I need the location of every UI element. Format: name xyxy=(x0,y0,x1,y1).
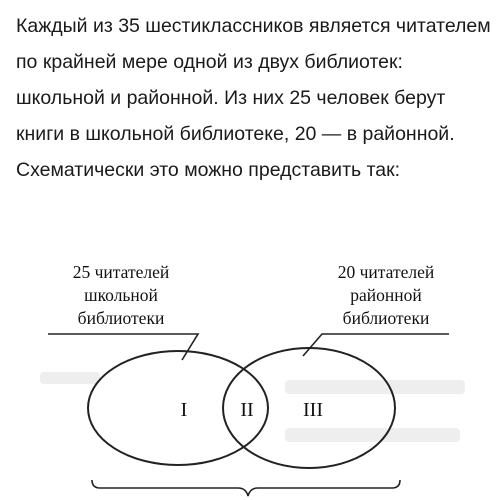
right-label-line-1: 20 читателей xyxy=(337,262,435,282)
right-label-line-2: районной xyxy=(350,285,422,305)
region-one-label: I xyxy=(180,399,188,421)
region-two-label: II xyxy=(240,399,254,421)
problem-text: Каждый из 35 шестиклассников является читателем по крайней мере одной из двух библиотек: школьной и районной. Из них 25 человек берут книги в школьной библиотеке, 20 — в районной. Схематически это можно представить так: xyxy=(16,15,491,181)
right-label-line-3: библиотеки xyxy=(342,308,430,328)
left-label-line-2: школьной xyxy=(84,285,158,305)
bottom-brace xyxy=(92,480,400,496)
left-label-pointer xyxy=(48,334,198,360)
right-label-pointer xyxy=(303,334,449,356)
left-label-line-3: библиотеки xyxy=(77,308,165,328)
left-label-line-1: 25 читателей xyxy=(72,262,170,282)
region-three-label: III xyxy=(303,399,323,421)
